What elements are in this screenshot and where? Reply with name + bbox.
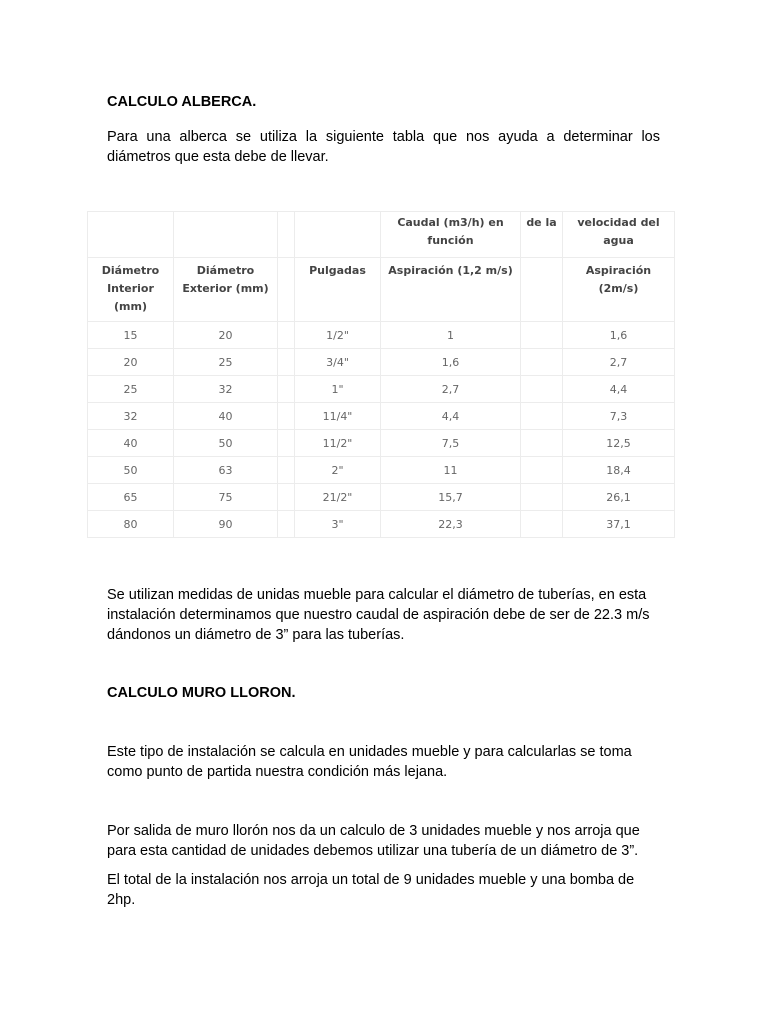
- table-cell: 15: [88, 322, 174, 349]
- table-cell: 32: [88, 403, 174, 430]
- table-row: [88, 376, 675, 403]
- table-cell: [521, 376, 563, 403]
- table-cell: 80: [88, 511, 174, 538]
- table-row: [88, 511, 675, 538]
- table-conclusion-paragraph: Se utilizan medidas de unidas mueble para calcular el diámetro de tuberías, en esta instalación determinamos que nuestro caudal de aspiración debe de ser de 22.3 m/s dándonos un diámetro de 3” para las tuberías.: [107, 587, 650, 643]
- table-cell: 2,7: [563, 349, 675, 376]
- table-header-cell: [88, 212, 174, 258]
- table-cell: 7,5: [381, 430, 521, 457]
- table-cell: 22,3: [381, 511, 521, 538]
- table-header-cell: velocidad del agua: [563, 212, 675, 258]
- table-header-cell: Aspiración (1,2 m/s): [381, 258, 521, 322]
- table-header-cell: [295, 212, 381, 258]
- table-header-cell: [174, 212, 278, 258]
- table-row: [88, 349, 675, 376]
- table-cell: [278, 403, 295, 430]
- muro-paragraph-3: El total de la instalación nos arroja un total de 9 unidades mueble y una bomba de 2hp.: [107, 872, 635, 908]
- table-cell: [278, 322, 295, 349]
- section-title-alberca: CALCULO ALBERCA.: [107, 94, 257, 110]
- table-cell: [278, 484, 295, 511]
- table-header-row-top: [88, 212, 675, 258]
- table-cell: [278, 457, 295, 484]
- table-header-cell: Caudal (m3/h) en función: [381, 212, 521, 258]
- table-cell: 20: [88, 349, 174, 376]
- table-cell: [278, 430, 295, 457]
- table-cell: 20: [174, 322, 278, 349]
- table-cell: 40: [88, 430, 174, 457]
- table-cell: 18,4: [563, 457, 675, 484]
- table-cell: 11: [381, 457, 521, 484]
- table-row: [88, 430, 675, 457]
- table-header-cell: Diámetro Interior (mm): [88, 258, 174, 322]
- table-cell: [521, 430, 563, 457]
- table-cell: 1/2": [295, 322, 381, 349]
- table-cell: 50: [174, 430, 278, 457]
- table-cell: 65: [88, 484, 174, 511]
- table-cell: 11/2": [295, 430, 381, 457]
- table-header-cell: [278, 258, 295, 322]
- table-cell: 25: [174, 349, 278, 376]
- table-header-cell: Diámetro Exterior (mm): [174, 258, 278, 322]
- table-row: [88, 322, 675, 349]
- table-cell: [521, 322, 563, 349]
- table-cell: 3": [295, 511, 381, 538]
- intro-paragraph: Para una alberca se utiliza la siguiente tabla que nos ayuda a determinar los diámetros que esta debe de llevar.: [107, 129, 660, 165]
- table-cell: 12,5: [563, 430, 675, 457]
- table-cell: [521, 457, 563, 484]
- table-cell: 1,6: [563, 322, 675, 349]
- table-cell: 21/2": [295, 484, 381, 511]
- table-cell: 11/4": [295, 403, 381, 430]
- table-header-row-sub: [88, 258, 675, 322]
- section-title-muro-lloron: CALCULO MURO LLORON.: [107, 685, 296, 701]
- table-row: [88, 484, 675, 511]
- table-cell: 32: [174, 376, 278, 403]
- table-cell: 90: [174, 511, 278, 538]
- table-cell: 2": [295, 457, 381, 484]
- table-body: [88, 322, 675, 538]
- pipe-diameter-table: [87, 211, 675, 538]
- table-cell: 3/4": [295, 349, 381, 376]
- table-cell: 25: [88, 376, 174, 403]
- table-cell: 1: [381, 322, 521, 349]
- table-cell: 4,4: [381, 403, 521, 430]
- table-row: [88, 457, 675, 484]
- table-cell: 26,1: [563, 484, 675, 511]
- table-header-cell: Pulgadas: [295, 258, 381, 322]
- table-cell: 40: [174, 403, 278, 430]
- table-cell: 75: [174, 484, 278, 511]
- table-cell: 37,1: [563, 511, 675, 538]
- muro-paragraph-1: Este tipo de instalación se calcula en unidades mueble y para calcularlas se toma como punto de partida nuestra condición más lejana.: [107, 744, 632, 780]
- table-row: [88, 403, 675, 430]
- table-cell: [278, 376, 295, 403]
- table-cell: 2,7: [381, 376, 521, 403]
- table-cell: 50: [88, 457, 174, 484]
- table-cell: [521, 511, 563, 538]
- table-cell: [521, 403, 563, 430]
- table-cell: [278, 511, 295, 538]
- table-cell: [521, 349, 563, 376]
- table-cell: 1": [295, 376, 381, 403]
- muro-paragraph-2: Por salida de muro llorón nos da un calculo de 3 unidades mueble y nos arroja que para esta cantidad de unidades debemos utilizar una tubería de un diámetro de 3”.: [107, 823, 640, 859]
- table-cell: 7,3: [563, 403, 675, 430]
- table-cell: [278, 349, 295, 376]
- table-cell: [521, 484, 563, 511]
- table-cell: 63: [174, 457, 278, 484]
- table-cell: 1,6: [381, 349, 521, 376]
- table-cell: 15,7: [381, 484, 521, 511]
- table-header-cell: Aspiración (2m/s): [563, 258, 675, 322]
- table-header-cell: [278, 212, 295, 258]
- table-header-cell: [521, 258, 563, 322]
- table-header-cell: de la: [521, 212, 563, 258]
- table-cell: 4,4: [563, 376, 675, 403]
